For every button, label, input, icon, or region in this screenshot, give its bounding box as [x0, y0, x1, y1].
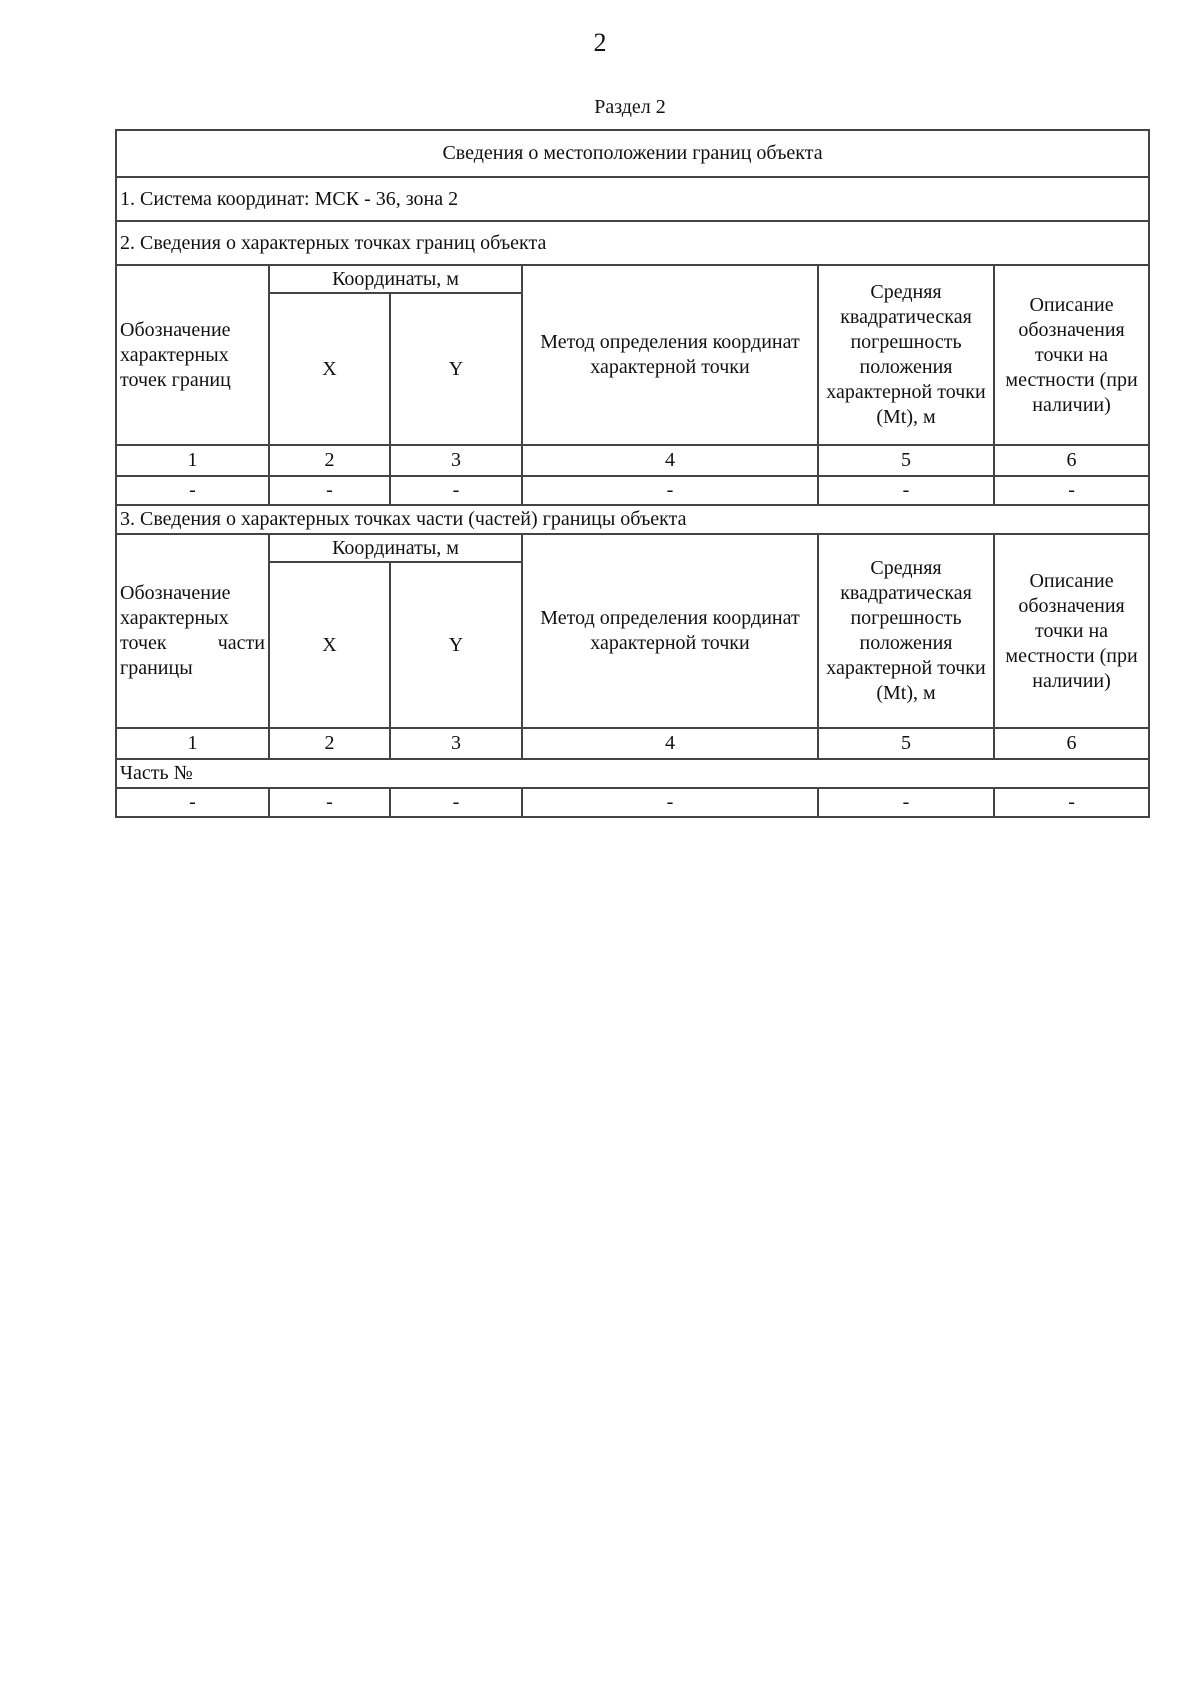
- column-numbers-row: [116, 728, 1149, 759]
- table-cell: -: [522, 476, 818, 505]
- mean-error-header: Средняя квадратическая погрешность положения характерной точки (Mt), м: [818, 265, 994, 445]
- y-header: Y: [390, 562, 522, 728]
- boundary-table: [115, 129, 1150, 818]
- table-cell: -: [522, 788, 818, 817]
- column-number: 5: [818, 728, 994, 759]
- section-title: Раздел 2: [594, 96, 666, 118]
- table-cell: -: [818, 476, 994, 505]
- method-header: Метод определения координат характерной точки: [522, 265, 818, 445]
- table-row: [116, 788, 1149, 817]
- y-header: Y: [390, 293, 522, 445]
- table-main-title: Сведения о местоположении границ объекта: [116, 130, 1149, 177]
- boundary-points-heading: 2. Сведения о характерных точках границ объекта: [116, 221, 1149, 265]
- point-description-header: Описание обозначения точки на местности (при наличии): [994, 534, 1149, 728]
- column-number: 6: [994, 728, 1149, 759]
- column-number: 4: [522, 445, 818, 476]
- x-header: X: [269, 293, 390, 445]
- table-cell: -: [269, 788, 390, 817]
- table-cell: -: [390, 788, 522, 817]
- coordinates-header: Координаты, м: [269, 265, 522, 293]
- table-cell: -: [818, 788, 994, 817]
- part-number-label: Часть №: [116, 759, 1149, 788]
- table-cell: -: [390, 476, 522, 505]
- column-number: 3: [390, 728, 522, 759]
- table-cell: -: [269, 476, 390, 505]
- page-number: 2: [593, 28, 607, 57]
- column-number: 6: [994, 445, 1149, 476]
- column-number: 4: [522, 728, 818, 759]
- coordinates-header: Координаты, м: [269, 534, 522, 562]
- table-cell: -: [994, 788, 1149, 817]
- table-cell: -: [994, 476, 1149, 505]
- column-number: 2: [269, 728, 390, 759]
- column-number: 5: [818, 445, 994, 476]
- point-description-header: Описание обозначения точки на местности (при наличии): [994, 265, 1149, 445]
- table-row: [116, 476, 1149, 505]
- column-number: 1: [116, 728, 269, 759]
- table-cell: -: [116, 788, 269, 817]
- part-point-designation-header: Обозначение характерных точек части границы: [116, 534, 269, 728]
- column-number: 1: [116, 445, 269, 476]
- column-number: 2: [269, 445, 390, 476]
- part-boundary-heading: 3. Сведения о характерных точках части (частей) границы объекта: [116, 505, 1149, 534]
- method-header: Метод определения координат характерной точки: [522, 534, 818, 728]
- column-numbers-row: [116, 445, 1149, 476]
- x-header: X: [269, 562, 390, 728]
- column-number: 3: [390, 445, 522, 476]
- table-cell: -: [116, 476, 269, 505]
- coordinate-system-row: 1. Система координат: МСК - 36, зона 2: [116, 177, 1149, 221]
- mean-error-header: Средняя квадратическая погрешность положения характерной точки (Mt), м: [818, 534, 994, 728]
- point-designation-header: Обозначение характерных точек границ: [116, 265, 269, 445]
